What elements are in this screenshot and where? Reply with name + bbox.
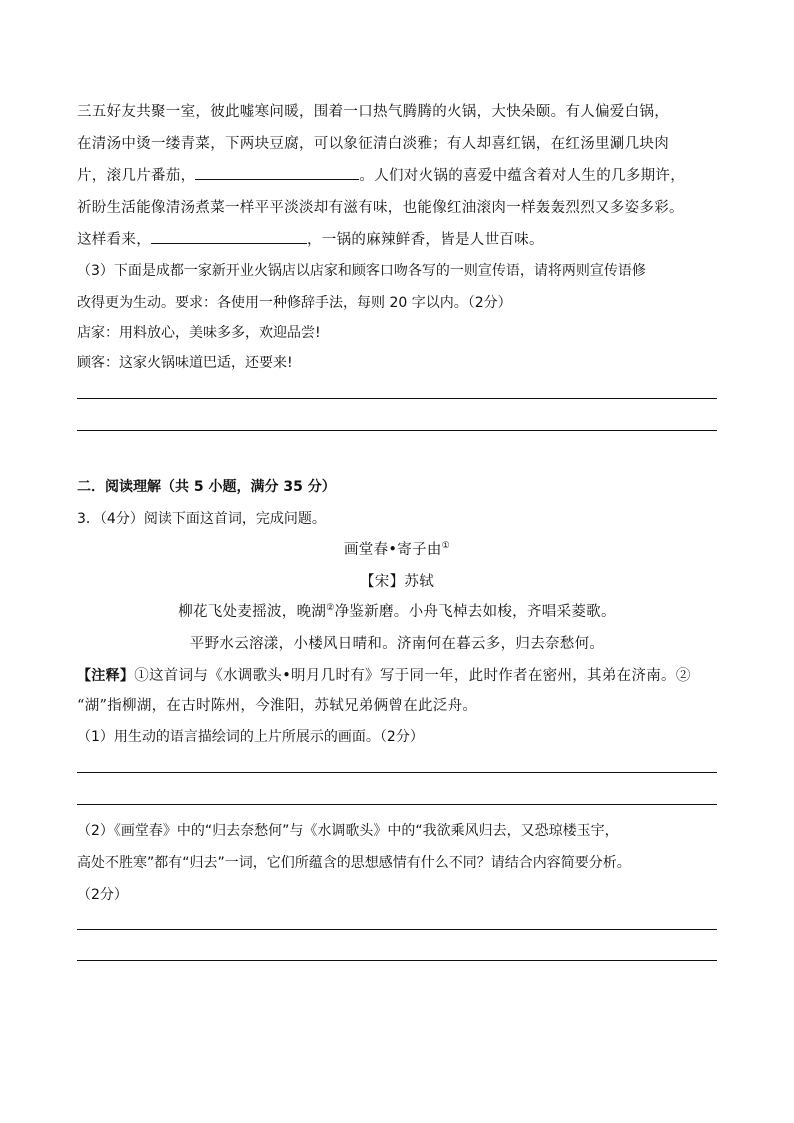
notes-label: 【注释】	[77, 668, 135, 684]
question-3-2-line-3: （2分）	[77, 887, 128, 903]
notes-line-2: “湖”指柳湖，在古时陈州，今淮阳，苏轼兄弟俩曾在此泛舟。	[77, 698, 478, 714]
question-3-intro: 3．（4分）阅读下面这首词，完成问题。	[77, 511, 326, 527]
passage-line-3-end: 。人们对火锅的喜爱中蕴含着对人生的几多期许，	[359, 168, 686, 184]
passage-line-5-start: 这样看来，	[77, 232, 151, 248]
answer-line[interactable]	[77, 772, 717, 773]
passage-line-2: 在清汤中烫一缕青菜，下两块豆腐，可以象征清白淡雅；有人却喜红锅，在红汤里涮几块肉	[77, 136, 669, 152]
answer-blank-1[interactable]	[195, 167, 359, 180]
slogan-customer: 顾客：这家火锅味道巴适，还要来!	[77, 355, 293, 371]
passage-line-1: 三五好友共聚一室，彼此嘘寒问暖，围着一口热气腾腾的火锅，大快朵颐。有人偏爱白锅，	[77, 104, 669, 120]
question-3-line-1: （3）下面是成都一家新开业火锅店以店家和顾客口吻各写的一则宣传语，请将两则宣传语修	[77, 263, 646, 279]
poem-line-1	[77, 600, 717, 621]
poem-line-1-start: 柳花飞处麦摇波，晚湖	[178, 604, 327, 620]
passage-line-5-end: ，一锅的麻辣鲜香，皆是人世百味。	[307, 232, 544, 248]
notes-line-1	[77, 664, 691, 685]
poem-title-text: 画堂春•寄子由	[343, 542, 442, 558]
answer-blank-2[interactable]	[151, 231, 307, 244]
answer-line[interactable]	[77, 929, 717, 930]
question-3-2-line-1: （2）《画堂春》中的“归去奈愁何”与《水调歌头》中的“我欲乘风归去，又恐琼楼玉宇，	[77, 823, 619, 839]
notes-line-1-text: ①这首词与《水调歌头•明月几时有》写于同一年，此时作者在密州，其弟在济南。②	[134, 668, 691, 684]
answer-line[interactable]	[77, 398, 717, 399]
passage-line-3-start: 片，滚几片番茄，	[77, 168, 196, 184]
section-heading: 二．阅读理解（共 5 小题，满分 35 分）	[77, 479, 336, 495]
poem-title	[77, 538, 717, 559]
passage-line-3	[77, 164, 685, 185]
slogan-shop: 店家：用料放心，美味多多，欢迎品尝!	[77, 325, 321, 341]
poem-title-note: ①	[441, 541, 451, 552]
poem-line-1-end: 净鉴新磨。小舟飞棹去如梭，齐唱采菱歌。	[334, 604, 616, 620]
poem-line-1-note: ②	[326, 603, 335, 614]
question-3-1: （1）用生动的语言描绘词的上片所展示的画面。（2分）	[77, 729, 424, 745]
question-3-2-line-2: 高处不胜寒”都有“归去”一词，它们所蕴含的思想感情有什么不同？请结合内容简要分析。	[77, 855, 631, 871]
passage-line-5	[77, 228, 544, 249]
question-3-line-2: 改得更为生动。要求：各使用一种修辞手法，每则 20 字以内。（2分）	[77, 295, 512, 311]
answer-line[interactable]	[77, 430, 717, 431]
poem-author: 【宋】苏轼	[360, 574, 434, 590]
answer-line[interactable]	[77, 804, 717, 805]
poem-line-2: 平野水云溶漾，小楼风日晴和。济南何在暮云多，归去奈愁何。	[189, 636, 605, 652]
answer-line[interactable]	[77, 960, 717, 961]
passage-line-4: 祈盼生活能像清汤煮菜一样平平淡淡却有滋有味，也能像红油滚肉一样轰轰烈烈又多姿多彩。	[77, 200, 684, 216]
